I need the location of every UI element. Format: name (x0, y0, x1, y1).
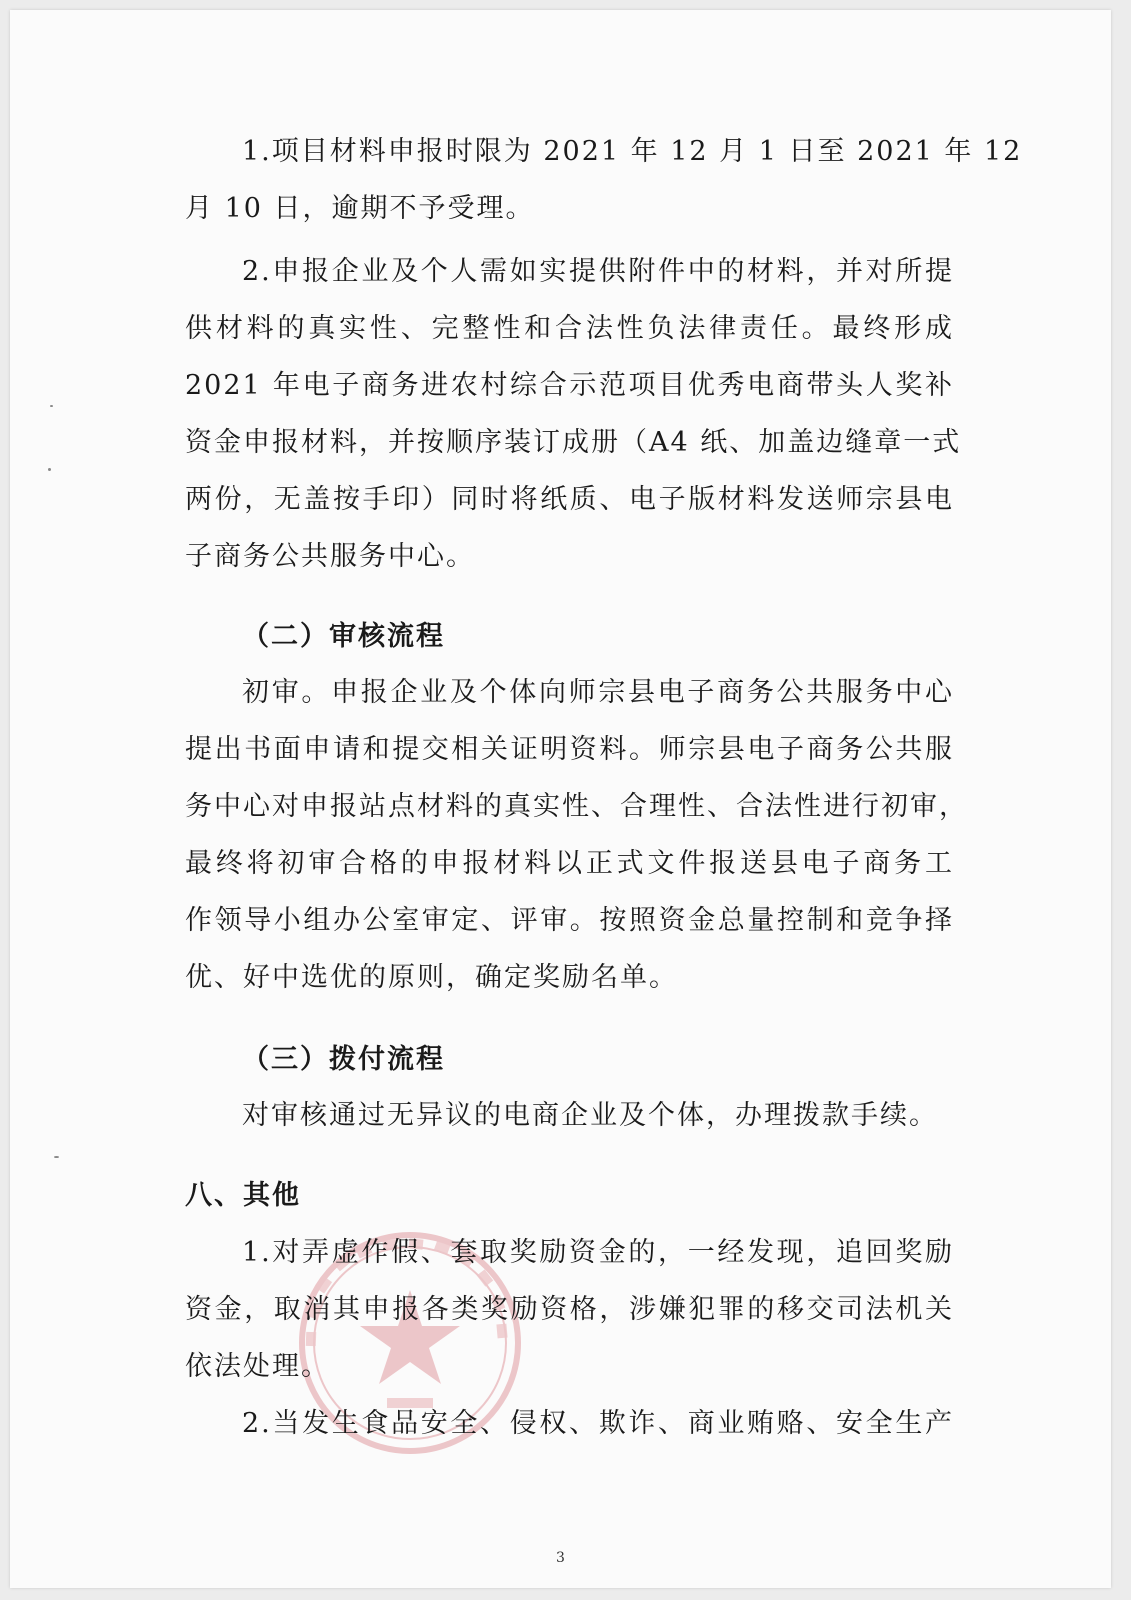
scan-speck (50, 405, 53, 407)
paragraph-line: 作领导小组办公室审定、评审。按照资金总量控制和竞争择 (185, 905, 954, 936)
paragraph-line: 供材料的真实性、完整性和合法性负法律责任。最终形成 (185, 313, 954, 344)
paragraph-line: 2.申报企业及个人需如实提供附件中的材料，并对所提 (242, 256, 954, 287)
section-heading-payment: （三）拨付流程 (242, 1044, 445, 1075)
paragraph-line: 子商务公共服务中心。 (185, 541, 475, 572)
paragraph-line: 月 10 日，逾期不予受理。 (185, 193, 535, 224)
paragraph-line: 资金申报材料，并按顺序装订成册（A4 纸、加盖边缝章一式 (185, 427, 962, 458)
paragraph-line: 初审。申报企业及个体向师宗县电子商务公共服务中心 (242, 677, 954, 708)
paragraph-line: 1.对弄虚作假、套取奖励资金的，一经发现，追回奖励 (242, 1237, 954, 1268)
paragraph-line: 对审核通过无异议的电商企业及个体，办理拨款手续。 (242, 1100, 938, 1131)
paragraph-line: 资金，取消其申报各类奖励资格，涉嫌犯罪的移交司法机关 (185, 1294, 954, 1325)
paragraph-line: 务中心对申报站点材料的真实性、合理性、合法性进行初审， (185, 791, 968, 822)
paragraph-line: 优、好中选优的原则，确定奖励名单。 (185, 962, 678, 993)
section-heading-other: 八、其他 (185, 1180, 301, 1211)
document-page (10, 10, 1111, 1588)
scan-speck (54, 1156, 59, 1158)
paragraph-line: 依法处理。 (185, 1351, 330, 1382)
paragraph-line: 两份，无盖按手印）同时将纸质、电子版材料发送师宗县电 (185, 484, 954, 515)
paragraph-line: 最终将初审合格的申报材料以正式文件报送县电子商务工 (185, 848, 954, 879)
paragraph-line: 2021 年电子商务进农村综合示范项目优秀电商带头人奖补 (185, 370, 954, 401)
page-number: 3 (556, 1550, 565, 1566)
scan-speck (48, 468, 51, 471)
paragraph-line: 2.当发生食品安全、侵权、欺诈、商业贿赂、安全生产 (242, 1408, 954, 1439)
section-heading-review: （二）审核流程 (242, 621, 445, 652)
paragraph-line: 提出书面申请和提交相关证明资料。师宗县电子商务公共服 (185, 734, 954, 765)
paragraph-line: 1.项目材料申报时限为 2021 年 12 月 1 日至 2021 年 12 (242, 136, 1023, 167)
